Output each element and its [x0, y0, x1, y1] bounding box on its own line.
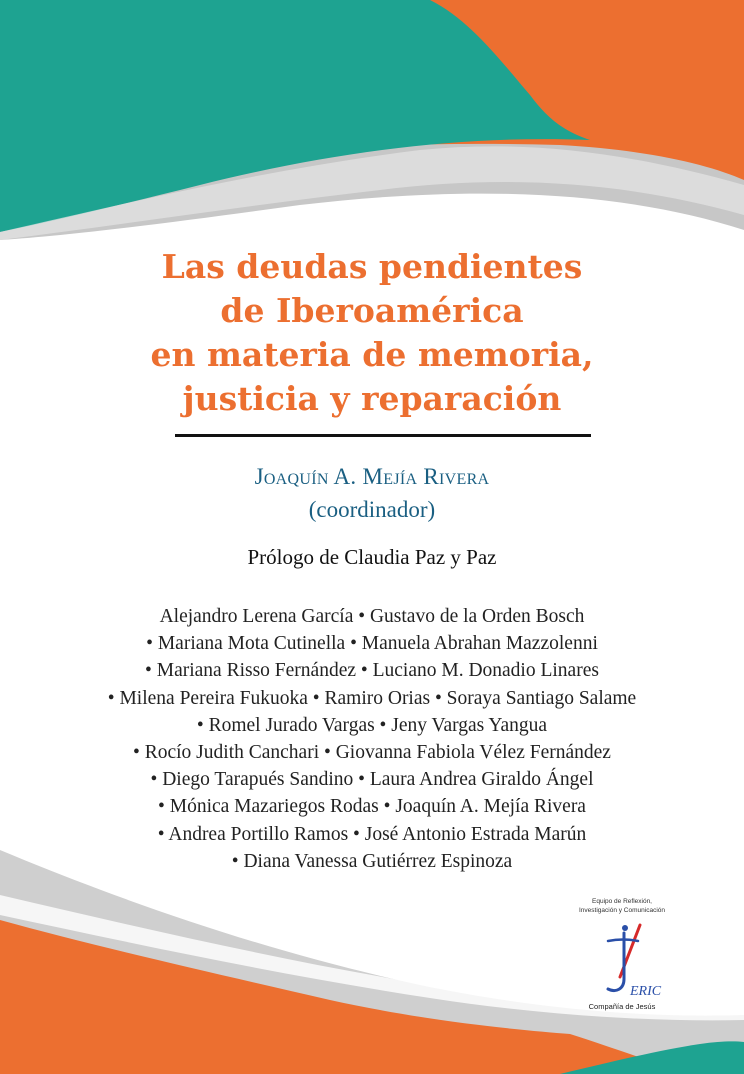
eric-logo-icon	[594, 919, 662, 1001]
book-title	[0, 245, 744, 421]
publisher-logo	[572, 895, 672, 1015]
author-line: • Mariana Mota Cutinella • Manuela Abrahan Mazzolenni	[146, 633, 598, 655]
prologue-credit: Prólogo de Claudia Paz y Paz	[247, 545, 497, 569]
author-line: • Romel Jurado Vargas • Jeny Vargas Yangua	[196, 714, 548, 736]
logo-wordmark: ERIC	[630, 984, 662, 999]
author-line: • Milena Pereira Fukuoka • Ramiro Orias • Soraya Santiago Salame	[107, 687, 637, 709]
author-line: • Andrea Portillo Ramos • José Antonio Estrada Marún	[157, 823, 587, 845]
coordinator-role: (coordinador)	[308, 497, 436, 522]
author-line: • Diego Tarapués Sandino • Laura Andrea Giraldo Ángel	[150, 769, 594, 791]
author-line: • Mariana Risso Fernández • Luciano M. Donadio Linares	[145, 660, 599, 682]
logo-caption-line: Investigación y Comunicación	[579, 907, 665, 914]
author-line: • Rocío Judith Canchari • Giovanna Fabiola Vélez Fernández	[133, 742, 611, 764]
author-list	[0, 603, 744, 875]
author-line: • Diana Vanessa Gutiérrez Espinoza	[231, 850, 513, 872]
title-line: justicia y reparación	[182, 379, 562, 418]
author-line: • Mónica Mazariegos Rodas • Joaquín A. Mejía Rivera	[158, 796, 586, 818]
coordinator-name: Joaquín A. Mejía Rivera	[254, 464, 490, 489]
logo-organization: Compañía de Jesús	[588, 1002, 656, 1011]
author-line: Alejandro Lerena García • Gustavo de la Orden Bosch	[159, 606, 585, 627]
title-line: en materia de memoria,	[150, 335, 594, 374]
title-divider	[175, 434, 591, 437]
title-line: de Iberoamérica	[220, 291, 524, 330]
logo-caption-line: Equipo de Reflexión,	[592, 898, 652, 905]
title-line: Las deudas pendientes	[161, 247, 583, 286]
